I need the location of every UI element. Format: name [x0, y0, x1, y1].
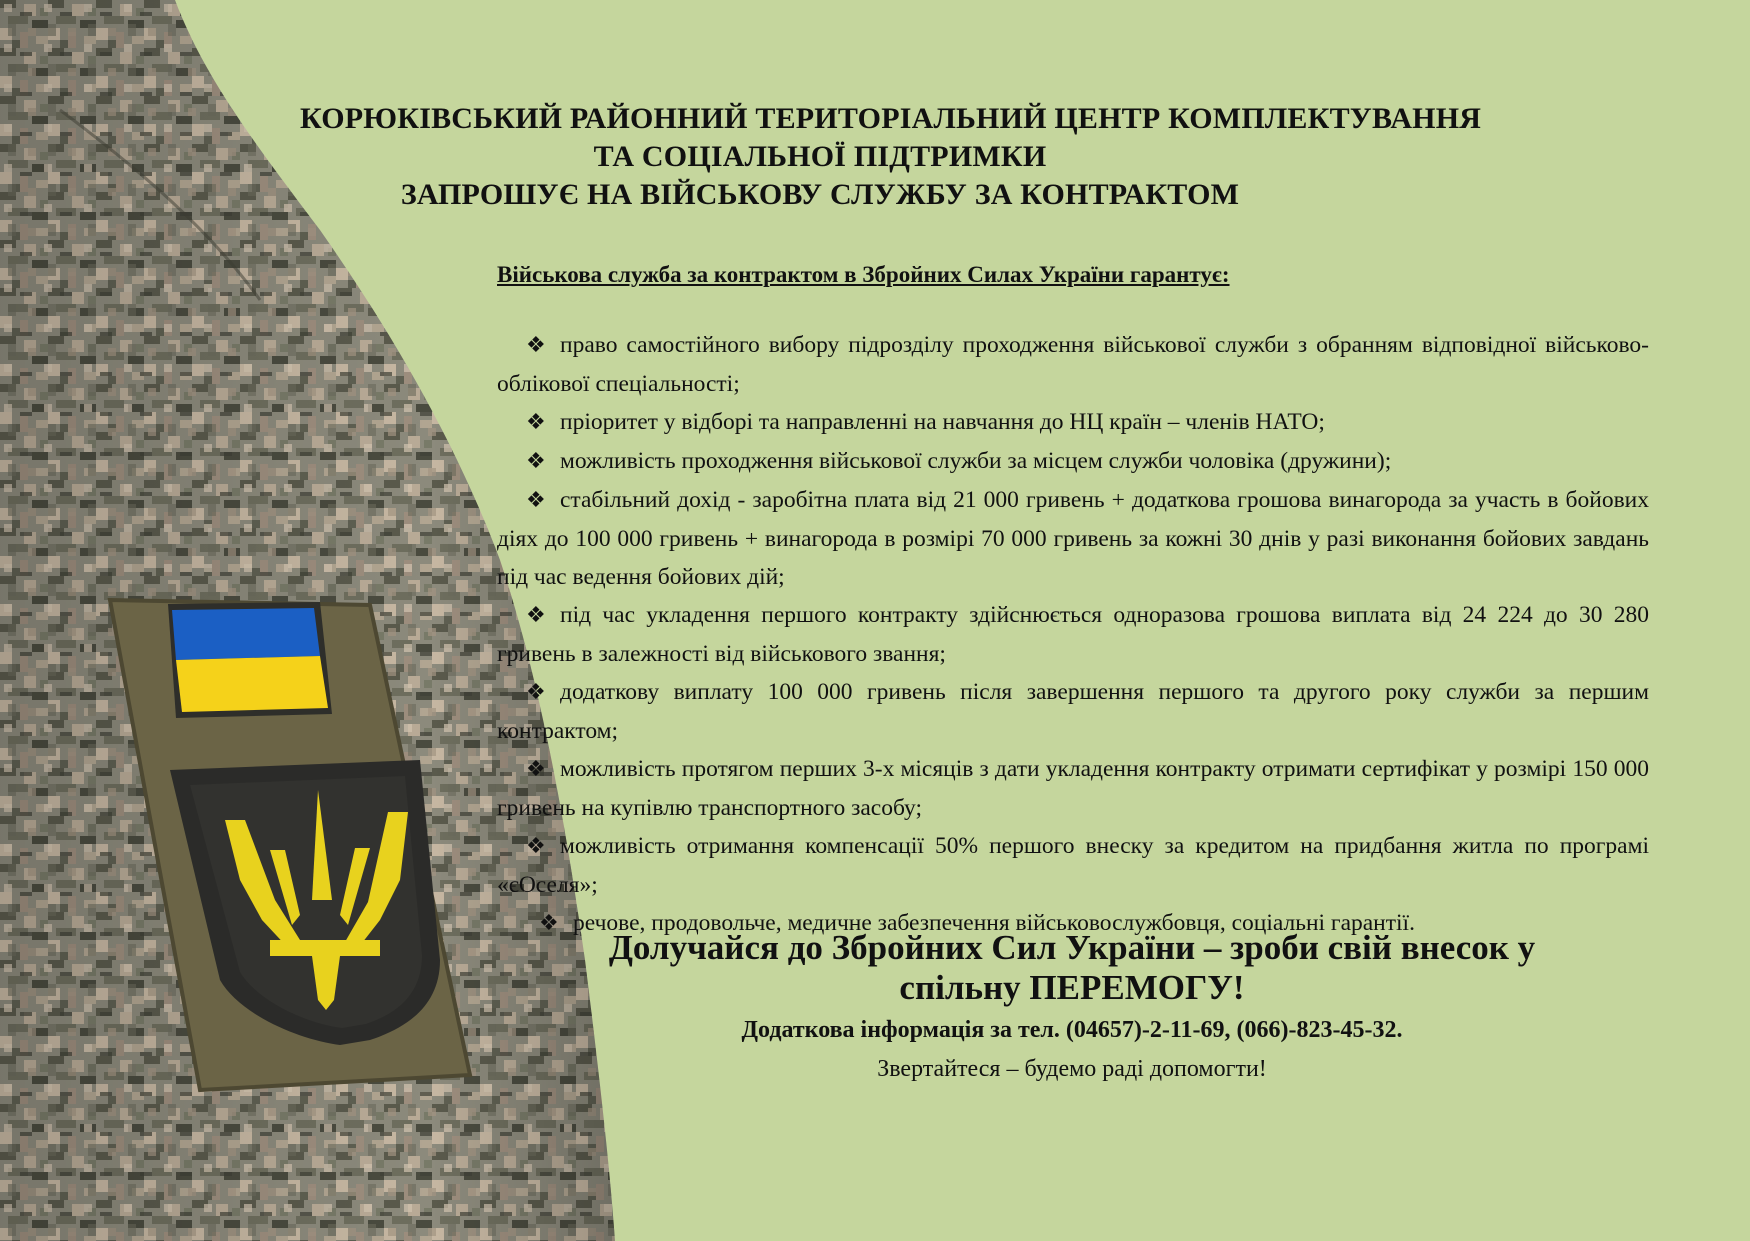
list-item — [497, 750, 1649, 827]
list-item-text: можливість проходження військової служби за місцем служби чоловіка (дружини); — [560, 448, 1392, 474]
title-line-3: ЗАПРОШУЄ НА ВІЙСЬКОВУ СЛУЖБУ ЗА КОНТРАКТОМ — [400, 178, 1240, 211]
closing-text: Звертайтеся – будемо раді допомогти! — [877, 1056, 1267, 1082]
title-line-1: КОРЮКІВСЬКИЙ РАЙОННИЙ ТЕРИТОРІАЛЬНИЙ ЦЕНТР КОМПЛЕКТУВАННЯ — [300, 102, 1482, 135]
guarantees-list — [497, 326, 1649, 943]
list-item-text: стабільний дохід - заробітна плата від 21 000 гривень + додаткова грошова винагорода за участь в бойових діях до 100 000 гривень + винагорода в розмірі 70 000 гривень за кожні 30 днів у разі виконання бойових завдань під час ведення бойових дій; — [497, 487, 1649, 590]
list-item-text: речове, продовольче, медичне забезпечення військовослужбовця, соціальні гарантії. — [573, 910, 1415, 936]
list-item-text: право самостійного вибору підрозділу проходження військової служби з обранням відповідної військово-облікової спеціальності; — [497, 332, 1649, 397]
call-to-action — [497, 928, 1647, 1008]
list-item-text: під час укладення першого контракту здійснюється одноразова грошова виплата від 24 224 до 30 280 гривень в залежності від військового звання; — [497, 602, 1649, 667]
list-item — [497, 403, 1649, 442]
title-line-2: ТА СОЦІАЛЬНОЇ ПІДТРИМКИ — [593, 140, 1047, 173]
diamond-bullet-icon: ❖ — [526, 410, 546, 435]
list-item — [497, 596, 1649, 673]
diamond-bullet-icon: ❖ — [526, 834, 546, 859]
diamond-bullet-icon: ❖ — [526, 449, 546, 474]
diamond-bullet-icon: ❖ — [526, 680, 546, 705]
list-item — [497, 481, 1649, 596]
list-item-text: можливість протягом перших 3-х місяців з дати укладення контракту отримати сертифікат у розмірі 150 000 гривень на купівлю транспортного засобу; — [497, 756, 1649, 821]
list-item-text: пріоритет у відборі та направленні на навчання до НЦ країн – членів НАТО; — [560, 409, 1325, 435]
diamond-bullet-icon: ❖ — [539, 911, 559, 936]
diamond-bullet-icon: ❖ — [526, 333, 546, 358]
list-item — [497, 827, 1649, 904]
list-item-text: додаткову виплату 100 000 гривень після завершення першого та другого року служби за першим контрактом; — [497, 679, 1649, 744]
list-item — [497, 326, 1649, 403]
list-item — [497, 673, 1649, 750]
page-title — [300, 100, 1482, 214]
call-to-action-line-2: спільну ПЕРЕМОГУ! — [899, 968, 1245, 1007]
diamond-bullet-icon: ❖ — [526, 603, 546, 628]
contact-phones: Додаткова інформація за тел. (04657)-2-11-69, (066)-823-45-32. — [741, 1017, 1403, 1043]
diamond-bullet-icon: ❖ — [526, 757, 546, 782]
call-to-action-line-1: Долучайся до Збройних Сил України – зроби свій внесок у — [608, 928, 1536, 967]
guarantees-heading: Військова служба за контрактом в Збройних Силах України гарантує: — [497, 262, 1230, 287]
diamond-bullet-icon: ❖ — [526, 488, 546, 513]
list-item-text: можливість отримання компенсації 50% першого внеску за кредитом на придбання житла по програмі «єОселя»; — [497, 833, 1649, 898]
list-item — [497, 442, 1649, 481]
